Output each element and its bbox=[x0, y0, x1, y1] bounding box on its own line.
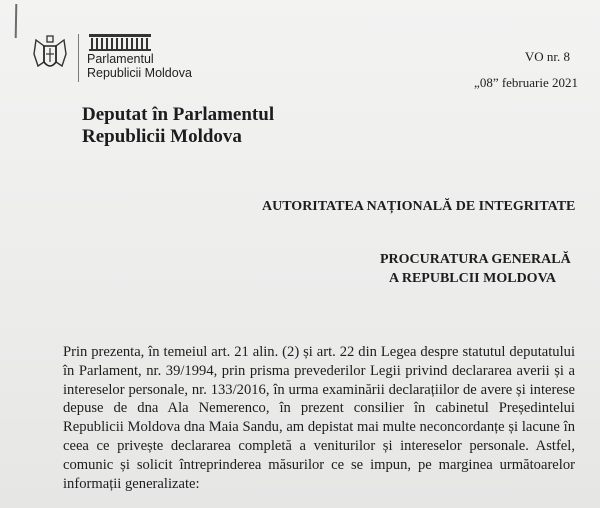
document-date: „08” februarie 2021 bbox=[474, 75, 578, 90]
recipient-ani: AUTORITATEA NAȚIONALĂ DE INTEGRITATE bbox=[262, 199, 576, 214]
header-divider bbox=[78, 34, 79, 82]
recipient-prosecutor-line2: A REPUBLCII MOLDOVA bbox=[389, 271, 556, 286]
recipient-prosecutor-line1: PROCURATURA GENERALĂ bbox=[380, 252, 571, 267]
sender-line2: Republicii Moldova bbox=[82, 126, 242, 147]
letterhead bbox=[30, 32, 192, 82]
institution-name-line1: Parlamentul bbox=[87, 52, 154, 66]
sender-line1: Deputat în Parlamentul bbox=[82, 104, 275, 125]
pen-mark bbox=[15, 4, 18, 38]
reference-number: VO nr. 8 bbox=[524, 49, 570, 64]
coat-of-arms-icon bbox=[30, 32, 70, 74]
sender-block bbox=[82, 104, 274, 148]
institution-name-line2: Republicii Moldova bbox=[87, 66, 192, 80]
parliament-building-icon bbox=[87, 32, 153, 52]
body-paragraph: Prin prezenta, în temeiul art. 21 alin. (2) și art. 22 din Legea despre statutul deputatului în Parlament, nr. 39/1994, prin prisma prevederilor Legii privind declararea averii și a intereselor personale, nr. 133/2016, în urma examinării declarațiilor de avere și interese depuse de dna Ala Nemerenco, în prezent consilier în cabinetul Președintelui Republicii Moldova dna Maia Sandu, am depistat mai multe neconcordanțe și lacune în ceea ce privește declararea completă a veniturilor și intereselor personale. Astfel, comunic și solicit întreprinderea măsurilor ce se impun, pe marginea următoarelor informații generalizate: bbox=[63, 344, 575, 492]
recipient-prosecutor bbox=[380, 250, 571, 288]
